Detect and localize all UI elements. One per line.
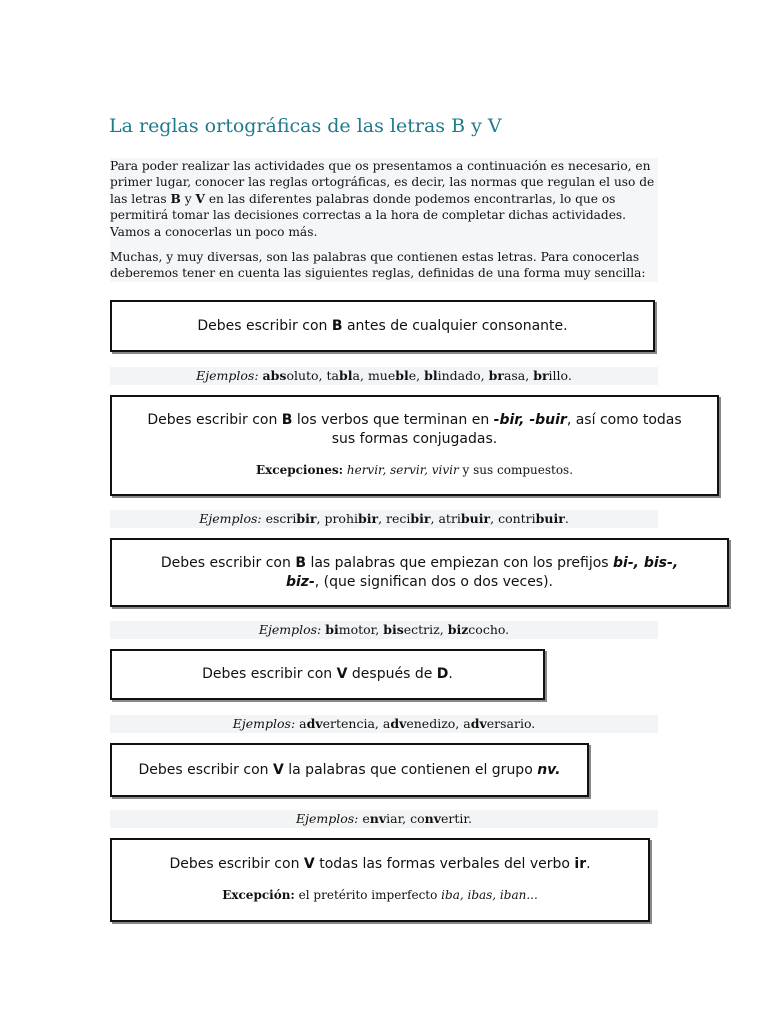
rule-box-1 xyxy=(110,300,655,352)
example-word: adversario. xyxy=(463,716,536,731)
example-word: atribuir, xyxy=(438,511,495,526)
example-word: mueble, xyxy=(367,368,421,383)
page-title: La reglas ortográficas de las letras B y V xyxy=(109,115,502,137)
intro-paragraph-1: Para poder realizar las actividades que os presentamos a continuación es necesario, en primer lugar, conocer las reglas ortográficas, es decir, las normas que regulan el uso de las letras B y V en las diferentes palabras donde podemos encontrarlas, lo que os permitirá tomar las decisiones correctas a la hora de completar dichas actividades. Vamos a conocerlas un poco más. xyxy=(110,159,655,239)
examples-row-3: Ejemplos: bimotor, bisectriz, bizcocho. xyxy=(110,621,658,639)
example-word: recibir, xyxy=(386,511,435,526)
example-word: blindado, xyxy=(424,368,485,383)
rule-box-2 xyxy=(110,395,719,496)
example-word: brasa, xyxy=(488,368,530,383)
example-word: bimotor, xyxy=(325,622,380,637)
rule-text: Debes escribir con V después de D. xyxy=(202,666,453,682)
examples-row-5: Ejemplos: enviar, convertir. xyxy=(110,810,658,828)
example-word: advenedizo, xyxy=(382,716,460,731)
example-word: escribir, xyxy=(265,511,321,526)
rule-box-4 xyxy=(110,649,545,700)
example-word: prohibir, xyxy=(324,511,383,526)
examples-row-4: Ejemplos: advertencia, advenedizo, adversario. xyxy=(110,715,658,733)
intro-text xyxy=(110,158,658,282)
example-word: bisectriz, xyxy=(383,622,444,637)
examples-row-2: Ejemplos: escribir, prohibir, recibir, atribuir, contribuir. xyxy=(110,510,658,528)
rule-box-6 xyxy=(110,838,650,922)
rule-text-line-2: biz-, (que significan dos o dos veces). xyxy=(285,573,554,590)
example-word: absoluto, xyxy=(262,368,323,383)
example-word: contribuir. xyxy=(498,511,569,526)
rule-text: Debes escribir con B antes de cualquier consonante. xyxy=(197,317,568,334)
rule-text: Debes escribir con B las palabras que empiezan con los prefijos bi-, bis-, xyxy=(160,554,679,571)
rule-exception: Excepción: el pretérito imperfecto iba, ibas, iban... xyxy=(222,888,538,902)
example-word: bizcocho. xyxy=(447,622,510,637)
intro-paragraph-2: Muchas, y muy diversas, son las palabras que contienen estas letras. Para conocerlas deberemos tener en cuenta las siguientes reglas, definidas de una forma muy sencilla: xyxy=(110,250,646,281)
example-word: advertencia, xyxy=(299,716,379,731)
example-word: enviar, xyxy=(362,811,407,826)
rule-text-line-2: sus formas conjugadas. xyxy=(331,431,498,447)
example-word: convertir. xyxy=(410,811,473,826)
rule-text: Debes escribir con B los verbos que terminan en -bir, -buir, así como todas xyxy=(147,412,682,428)
example-word: brillo. xyxy=(533,368,572,383)
rule-box-5 xyxy=(110,743,589,797)
rule-exception: Excepciones: hervir, servir, vivir y sus compuestos. xyxy=(255,463,574,477)
examples-row-1: Ejemplos: absoluto, tabla, mueble, blindado, brasa, brillo. xyxy=(110,367,658,385)
rule-text: Debes escribir con V la palabras que contienen el grupo nv. xyxy=(138,761,561,778)
rule-box-3 xyxy=(110,538,729,607)
rule-text: Debes escribir con V todas las formas verbales del verbo ir. xyxy=(169,856,591,872)
example-word: tabla, xyxy=(326,368,364,383)
